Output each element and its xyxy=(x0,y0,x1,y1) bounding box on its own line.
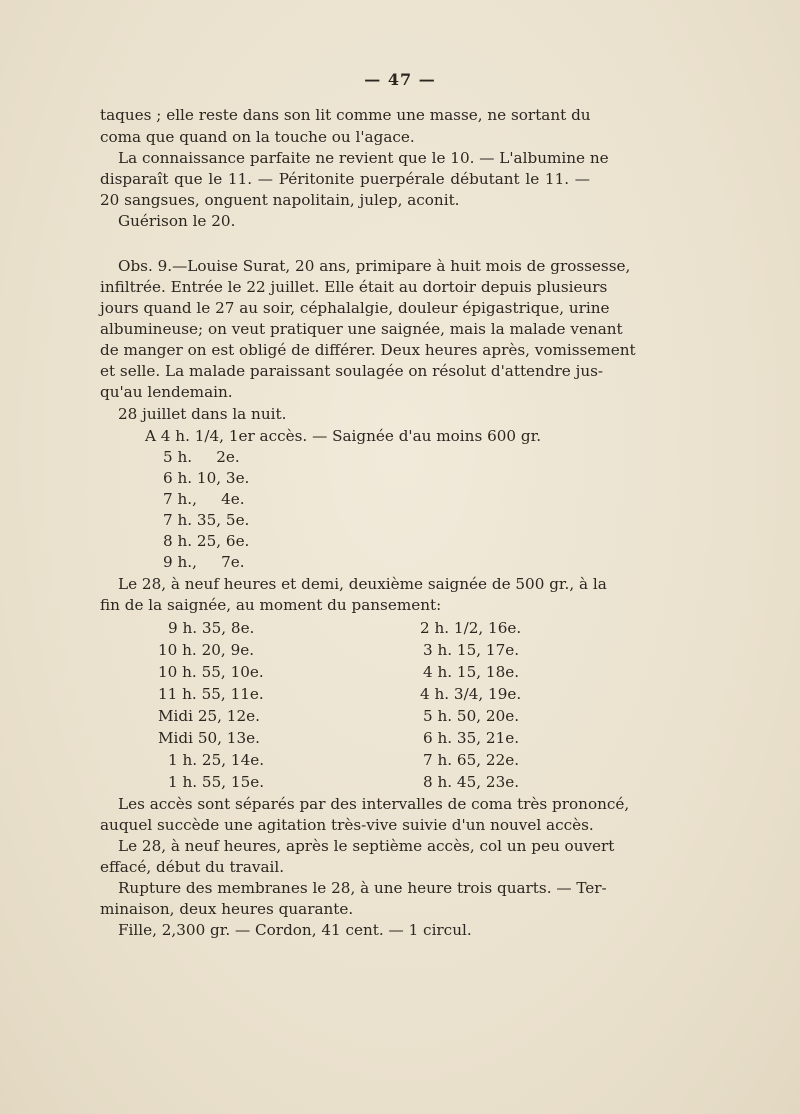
text-line: et selle. La malade paraissant soulagée on résolut d'attendre jus- xyxy=(100,362,604,380)
acces-right: 8 h. 45, 23e. xyxy=(423,773,520,791)
text-line: Guérison le 20. xyxy=(118,212,236,230)
text-line: effacé, début du travail. xyxy=(100,858,285,876)
date-line: 28 juillet dans la nuit. xyxy=(118,405,287,423)
text-line: minaison, deux heures quarante. xyxy=(100,900,354,918)
text-line: albumineuse; on veut pratiquer une saignée, mais la malade venant xyxy=(100,320,623,338)
acces-left: 1 h. 55, 15e. xyxy=(168,773,265,791)
acces-left: 9 h. 35, 8e. xyxy=(168,619,255,637)
acces-entry: 7 h. 35, 5e. xyxy=(163,511,250,529)
acces-right: 3 h. 15, 17e. xyxy=(423,641,520,659)
page-number: — 47 — xyxy=(364,70,436,89)
acces-right: 7 h. 65, 22e. xyxy=(423,751,520,769)
acces-entry: 5 h. 2e. xyxy=(163,448,240,466)
text-line: auquel succède une agitation très-vive suivie d'un nouvel accès. xyxy=(100,816,594,834)
text-line: jours quand le 27 au soir, céphalalgie, douleur épigastrique, urine xyxy=(100,299,610,317)
acces-entry: 9 h., 7e. xyxy=(163,553,245,571)
acces-right: 2 h. 1/2, 16e. xyxy=(420,619,522,637)
acces-right: 6 h. 35, 21e. xyxy=(423,729,520,747)
acces-right: 4 h. 3/4, 19e. xyxy=(420,685,522,703)
acces-left: 11 h. 55, 11e. xyxy=(158,685,264,703)
acces-entry: 7 h., 4e. xyxy=(163,490,245,508)
acces-right: 5 h. 50, 20e. xyxy=(423,707,520,725)
text-line: Le 28, à neuf heures et demi, deuxième saignée de 500 gr., à la xyxy=(118,575,607,593)
text-line: Le 28, à neuf heures, après le septième accès, col un peu ouvert xyxy=(118,837,615,855)
text-line: taques ; elle reste dans son lit comme une masse, ne sortant du xyxy=(100,106,591,124)
acces-right: 4 h. 15, 18e. xyxy=(423,663,520,681)
text-line: Obs. 9.—Louise Surat, 20 ans, primipare à huit mois de grossesse, xyxy=(118,257,631,275)
acces-first: A 4 h. 1/4, 1er accès. — Saignée d'au moins 600 gr. xyxy=(145,427,542,445)
text-line: de manger on est obligé de différer. Deux heures après, vomissement xyxy=(100,341,636,359)
text-line: La connaissance parfaite ne revient que le 10. — L'albumine ne xyxy=(118,149,609,167)
text-line: coma que quand on la touche ou l'agace. xyxy=(100,128,415,146)
text-line: Les accès sont séparés par des intervalles de coma très prononcé, xyxy=(118,795,630,813)
text-line: Rupture des membranes le 28, à une heure trois quarts. — Ter- xyxy=(118,879,607,897)
text-line: 20 sangsues, onguent napolitain, julep, aconit. xyxy=(100,191,460,209)
text-line: infiltrée. Entrée le 22 juillet. Elle était au dortoir depuis plusieurs xyxy=(100,278,608,296)
acces-left: 10 h. 20, 9e. xyxy=(158,641,255,659)
acces-entry: 6 h. 10, 3e. xyxy=(163,469,250,487)
acces-left: 1 h. 25, 14e. xyxy=(168,751,265,769)
text-line: fin de la saignée, au moment du pansement: xyxy=(100,596,442,614)
text-line: disparaît que le 11. — Péritonite puerpérale débutant le 11. — xyxy=(100,170,590,188)
acces-left: 10 h. 55, 10e. xyxy=(158,663,264,681)
text-line: Fille, 2,300 gr. — Cordon, 41 cent. — 1 circul. xyxy=(118,921,472,939)
acces-left: Midi 25, 12e. xyxy=(158,707,260,725)
acces-left: Midi 50, 13e. xyxy=(158,729,260,747)
acces-entry: 8 h. 25, 6e. xyxy=(163,532,250,550)
text-line: qu'au lendemain. xyxy=(100,383,233,401)
